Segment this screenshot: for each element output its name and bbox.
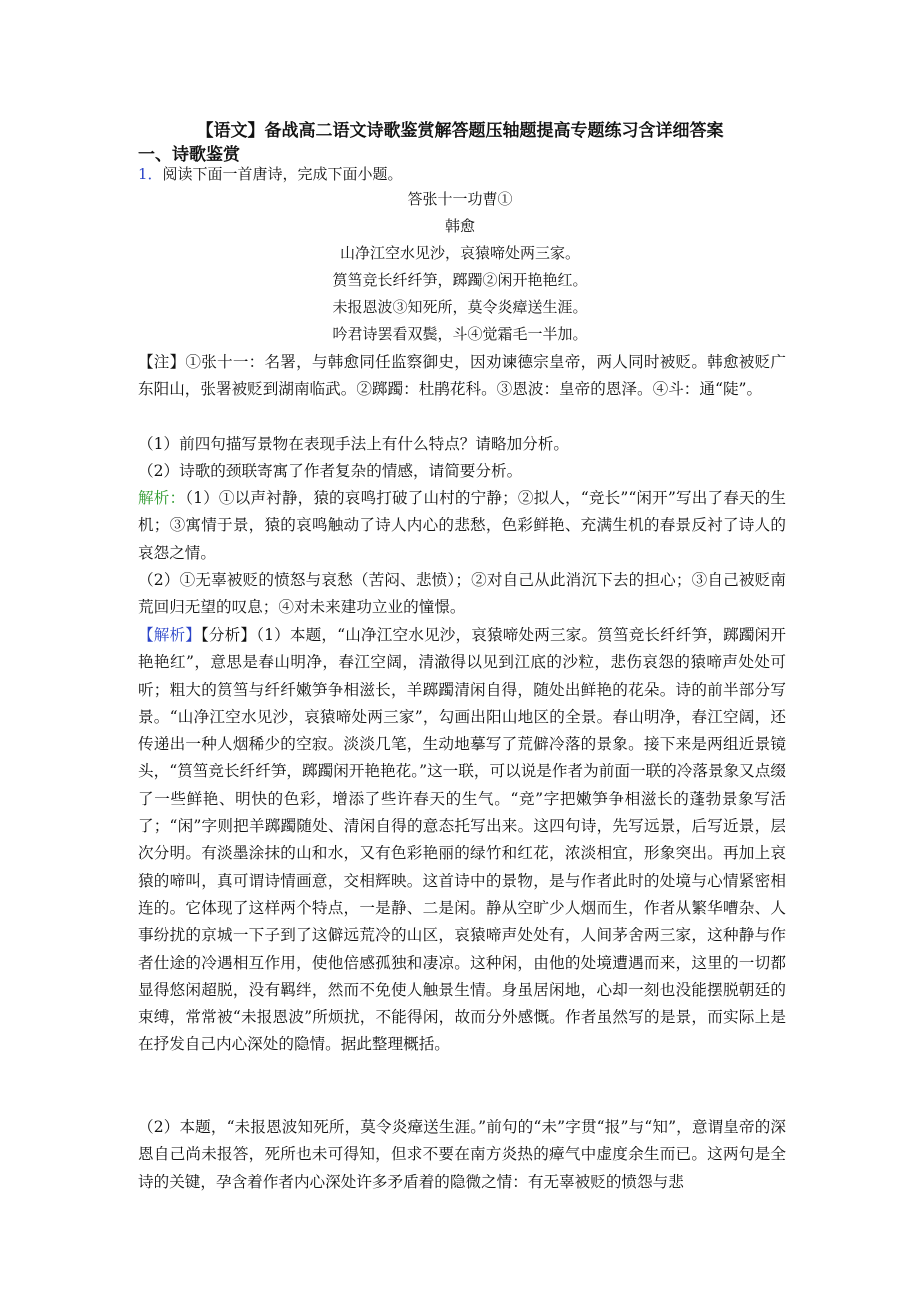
poem-line-1: 山净江空水见沙，哀猿啼处两三家。	[339, 244, 580, 262]
section-heading: 一、诗歌鉴赏	[138, 145, 240, 165]
answer-label: 解析：	[138, 489, 186, 507]
poem-line-2: 筼筜竞长纤纤笋，踯躅②闲开艳艳红。	[332, 271, 588, 289]
poem-line-3: 未报恩波③知死所，莫令炎瘴送生涯。	[332, 298, 588, 316]
answer-part-1	[138, 485, 786, 567]
poem-title: 答张十一功曹①	[407, 190, 513, 208]
analysis-paragraph-1-text: 【分析】（1）本题，“山净江空水见沙，哀猿啼处两三家。筼筜竞长纤纤笋，踯躅闲开艳艳红”，意思是春山明净，春江空阔，清澈得以见到江底的沙粒，悲伤哀怨的猿啼声处处可听；粗大的筼筜与纤纤嫩笋争相滋长，羊踯躅清闲自得，随处出鲜艳的花朵。诗的前半部分写景。“山净江空水见沙，哀猿啼处两三家”，勾画出阳山地区的全景。春山明净，春江空阔，还传递出一种人烟稀少的空寂。淡淡几笔，生动地摹写了荒僻冷落的景象。接下来是两组近景镜头，“筼筜竞长纤纤笋，踯躅闲开艳艳花。”这一联，可以说是作者为前面一联的冷落景象又点缀了一些鲜艳、明快的色彩，增添了些许春天的生气。“竞”字把嫩笋争相滋长的蓬勃景象写活了；“闲”字则把羊踯躅随处、清闲自得的意态托写出来。这四句诗，先写远景，后写近景，层次分明。有淡墨涂抹的山和水，又有色彩艳丽的绿竹和红花，浓淡相宜，形象突出。再加上哀猿的啼叫，真可谓诗情画意，交相辉映。这首诗中的景物，是与作者此时的处境与心情紧密相连的。它体现了这样两个特点，一是静、二是闲。静从空旷少人烟而生，作者从繁华嘈杂、人事纷扰的京城一下子到了这僻远荒冷的山区，哀猿啼声处处有，人间茅舍两三家，这种静与作者仕途的冷遇相互作用，使他倍感孤独和凄凉。这种闲，由他的处境遭遇而来，这里的一切都显得悠闲超脱，没有羁绊，然而不免使人触景生情。身虽居闲地，心却一刻也没能摆脱朝廷的束缚，常常被“未报恩波”所烦扰，不能得闲，故而分外感慨。作者虽然写的是景，而实际上是在抒发自己内心深处的隐情。据此整理概括。	[138, 626, 786, 1054]
question-1	[138, 163, 403, 184]
sub-question-1: （1）前四句描写景物在表现手法上有什么特点？请略加分析。	[138, 435, 569, 453]
poem-line-4: 吟君诗罢看双鬓，斗④觉霜毛一半加。	[332, 325, 588, 343]
annotation-note: 【注】①张十一：名署，与韩愈同任监察御史，因劝谏德宗皇帝，两人同时被贬。韩愈被贬广东阳山，张署被贬到湖南临武。②踯躅：杜鹃花科。③恩波：皇帝的恩泽。④斗：通“陡”。	[138, 353, 786, 399]
analysis-label: 【解析】	[138, 626, 201, 644]
question-prompt: 阅读下面一首唐诗，完成下面小题。	[162, 165, 403, 183]
poem-author: 韩愈	[444, 217, 475, 235]
analysis-paragraph-2: （2）本题，“未报恩波知死所，莫令炎瘴送生涯。”前句的“未”字贯“报”与“知”，意谓皇帝的深恩自己尚未报答，死所也未可得知，但求不要在南方炎热的瘴气中虚度余生而已。这两句是全诗的关键，孕含着作者内心深处许多矛盾着的隐微之情：有无辜被贬的愤怨与悲	[138, 1118, 786, 1191]
answer-part-2: （2）①无辜被贬的愤怒与哀愁（苦闷、悲愤）；②对自己从此消沉下去的担心；③自己被贬南荒回归无望的叹息；④对未来建功立业的憧憬。	[138, 571, 786, 617]
answer-part-1-text: （1）①以声衬静，猿的哀鸣打破了山村的宁静；②拟人，“竞长”“闲开”写出了春天的生机；③寓情于景，猿的哀鸣触动了诗人内心的悲愁，色彩鲜艳、充满生机的春景反衬了诗人的哀怨之情。	[138, 489, 786, 562]
question-number: 1．	[138, 165, 163, 183]
analysis-paragraph-1	[138, 622, 786, 1059]
document-title: 【语文】备战高二语文诗歌鉴赏解答题压轴题提高专题练习含详细答案	[196, 121, 724, 141]
sub-question-2: （2）诗歌的颈联寄寓了作者复杂的情感，请简要分析。	[138, 462, 523, 480]
